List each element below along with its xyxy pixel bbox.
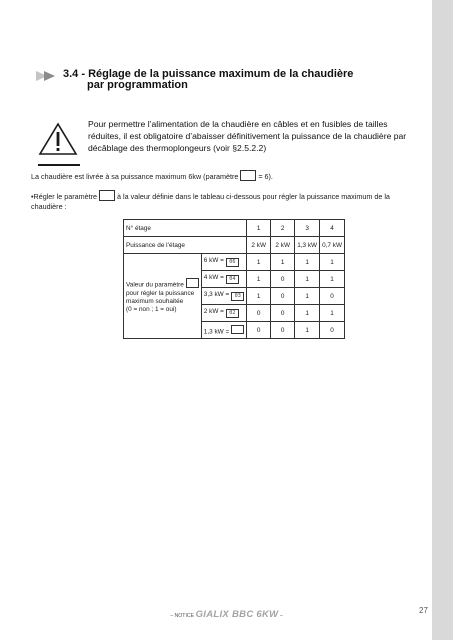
power-label: 3,3 kW = <box>203 290 230 298</box>
table-cell: 0 <box>320 322 345 339</box>
paragraph-instruction-before: •Régler le paramètre <box>31 192 98 201</box>
table-cell: 1 <box>271 254 295 271</box>
table-cell: 1 <box>247 271 271 288</box>
power-cell <box>201 322 246 339</box>
table-cell: 1 <box>320 305 345 322</box>
table-row <box>124 220 345 237</box>
page-side-band <box>432 0 453 640</box>
paragraph-instruction <box>31 190 423 211</box>
section-title <box>63 69 353 91</box>
parameter-code-box: 06 <box>226 258 239 268</box>
table-cell: 0 <box>271 305 295 322</box>
table-cell: 1 <box>247 254 271 271</box>
section-title-line2: par programmation <box>87 79 188 91</box>
table-cell: 0 <box>247 322 271 339</box>
power-label: 6 kW = <box>203 256 224 264</box>
power-label: 1,3 kW = <box>203 328 230 336</box>
power-label: 2 kW = <box>203 307 224 315</box>
table-cell: 2 kW <box>247 237 271 254</box>
parameter-code-box <box>231 325 244 335</box>
table-cell: 0 <box>271 322 295 339</box>
table-cell: 2 <box>271 220 295 237</box>
parameter-box <box>99 190 115 201</box>
table-cell: 1 <box>295 254 320 271</box>
table-cell: 3 <box>295 220 320 237</box>
warning-triangle-icon <box>38 122 78 156</box>
section-title-line1: 3.4 - Réglage de la puissance maximum de la chaudière <box>63 68 354 80</box>
table-cell: 1 <box>320 271 345 288</box>
parameter-value-label-line3: maximum souhaitée <box>126 297 184 305</box>
footer-brand: GIALIX BBC 6KW <box>195 609 279 620</box>
power-cell <box>201 288 246 305</box>
table-row-label: N° étage <box>124 220 247 237</box>
table-cell: 2 kW <box>271 237 295 254</box>
parameter-value-label-line4: (0 = non ; 1 = oui) <box>126 305 177 313</box>
power-label: 4 kW = <box>203 273 224 281</box>
power-cell <box>201 254 246 271</box>
table-cell: 1 <box>295 305 320 322</box>
parameter-value-label-line1: Valeur du paramètre <box>126 281 184 289</box>
table-cell: 0 <box>271 288 295 305</box>
page-footer <box>0 609 453 620</box>
table-cell: 0 <box>247 305 271 322</box>
table-cell: 4 <box>320 220 345 237</box>
paragraph-instruction-after: à la valeur définie dans le tableau ci-dessous pour régler la puissance maximum de la chaudière : <box>31 192 390 211</box>
power-cell <box>201 305 246 322</box>
table-cell: 1 <box>247 288 271 305</box>
footer-suffix: – <box>279 613 283 619</box>
parameter-value-label <box>124 254 202 339</box>
parameter-box <box>240 170 256 181</box>
table-cell: 1 <box>295 288 320 305</box>
paragraph-delivery-after: = 6). <box>258 172 273 181</box>
table-row <box>124 254 345 271</box>
warning-underline <box>38 164 80 166</box>
table-cell: 1 <box>320 254 345 271</box>
warning-text: Pour permettre l’alimentation de la chaudière en câbles et en fusibles de tailles réduites, il est obligatoire d’abaisser définitivement la puissance de la chaudière par décâblage des thermoplongeurs (voir §2.5.2.2) <box>88 119 407 154</box>
parameter-code-box: 04 <box>226 275 239 285</box>
table-cell: 1 <box>247 220 271 237</box>
table-cell: 0 <box>320 288 345 305</box>
table-cell: 1 <box>295 271 320 288</box>
table-cell: 1 <box>295 322 320 339</box>
parameter-code-box: 03 <box>231 292 244 302</box>
table-cell: 1,3 kW <box>295 237 320 254</box>
table-row-label: Puissance de l’étage <box>124 237 247 254</box>
table-cell: 0 <box>271 271 295 288</box>
paragraph-delivery-before: La chaudière est livrée à sa puissance maximum 6kw (paramètre <box>31 172 239 181</box>
parameter-value-label-line2: pour régler la puissance <box>126 289 195 297</box>
power-table <box>123 219 345 339</box>
parameter-box <box>186 278 199 288</box>
parameter-code-box: 02 <box>226 309 239 319</box>
page-number: 27 <box>419 606 428 615</box>
table-row <box>124 237 345 254</box>
paragraph-delivery <box>31 170 273 182</box>
power-cell <box>201 271 246 288</box>
footer-prefix: – NOTICE <box>170 613 195 619</box>
table-cell: 0,7 kW <box>320 237 345 254</box>
